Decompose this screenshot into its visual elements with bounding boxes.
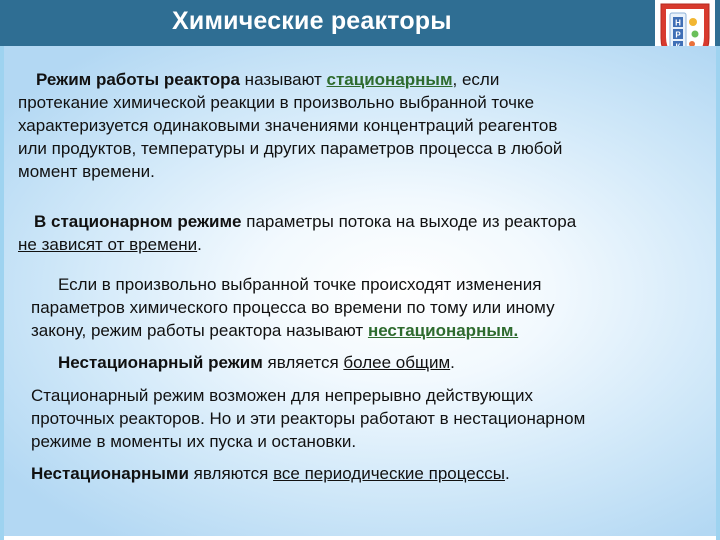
p1-line5: момент времени.	[18, 162, 155, 181]
p1-line4: или продуктов, температуры и других параметров процесса в любой	[18, 139, 563, 158]
p3-line3	[31, 320, 518, 342]
p6-line	[31, 463, 510, 485]
text: .	[504, 464, 510, 483]
p1-line3: характеризуется одинаковыми значениями концентраций реагентов	[18, 116, 558, 135]
p5-line2: проточных реакторов. Но и эти реакторы работают в нестационарном	[31, 409, 586, 428]
text: .	[197, 235, 202, 254]
p4-line	[58, 352, 455, 374]
text: параметры потока на выходе из реактора	[241, 212, 577, 231]
slide-title: Химические реакторы	[172, 7, 452, 35]
term: В стационарном режиме	[34, 212, 242, 231]
right-band	[716, 46, 720, 540]
text: закону, режим работы реактора называют	[31, 321, 368, 340]
p2-line1	[34, 211, 576, 233]
logo-letter: Н	[675, 18, 681, 28]
text: , если	[452, 70, 500, 89]
text: являются	[188, 464, 274, 483]
underlined-phrase: более общим	[343, 353, 451, 372]
p5-line1: Стационарный режим возможен для непрерывно действующих	[31, 386, 533, 405]
term: Нестационарными	[31, 464, 189, 483]
p1-line1	[36, 69, 499, 91]
title-bar	[0, 0, 720, 46]
keyword-nonstationary: нестационарным	[367, 321, 514, 340]
term: Нестационарный режим	[58, 353, 263, 372]
text: является	[262, 353, 344, 372]
underlined-phrase: не зависят от времени	[18, 235, 198, 254]
p2-line2	[18, 234, 202, 256]
keyword-stationary: стационарным	[326, 70, 453, 89]
p3-line2: параметров химического процесса во времени по тому или иному	[31, 298, 555, 317]
term: Режим работы реактора	[36, 70, 240, 89]
text: называют	[239, 70, 327, 89]
text: .	[450, 353, 455, 372]
text: .	[513, 321, 519, 340]
underlined-phrase: все периодические процессы	[273, 464, 505, 483]
p3-line1: Если в произвольно выбранной точке происходят изменения	[58, 275, 542, 294]
p1-line2: протекание химической реакции в произвольно выбранной точке	[18, 93, 535, 112]
p5-line3: режиме в моменты их пуска и остановки.	[31, 432, 357, 451]
logo-letter: Р	[675, 30, 681, 40]
